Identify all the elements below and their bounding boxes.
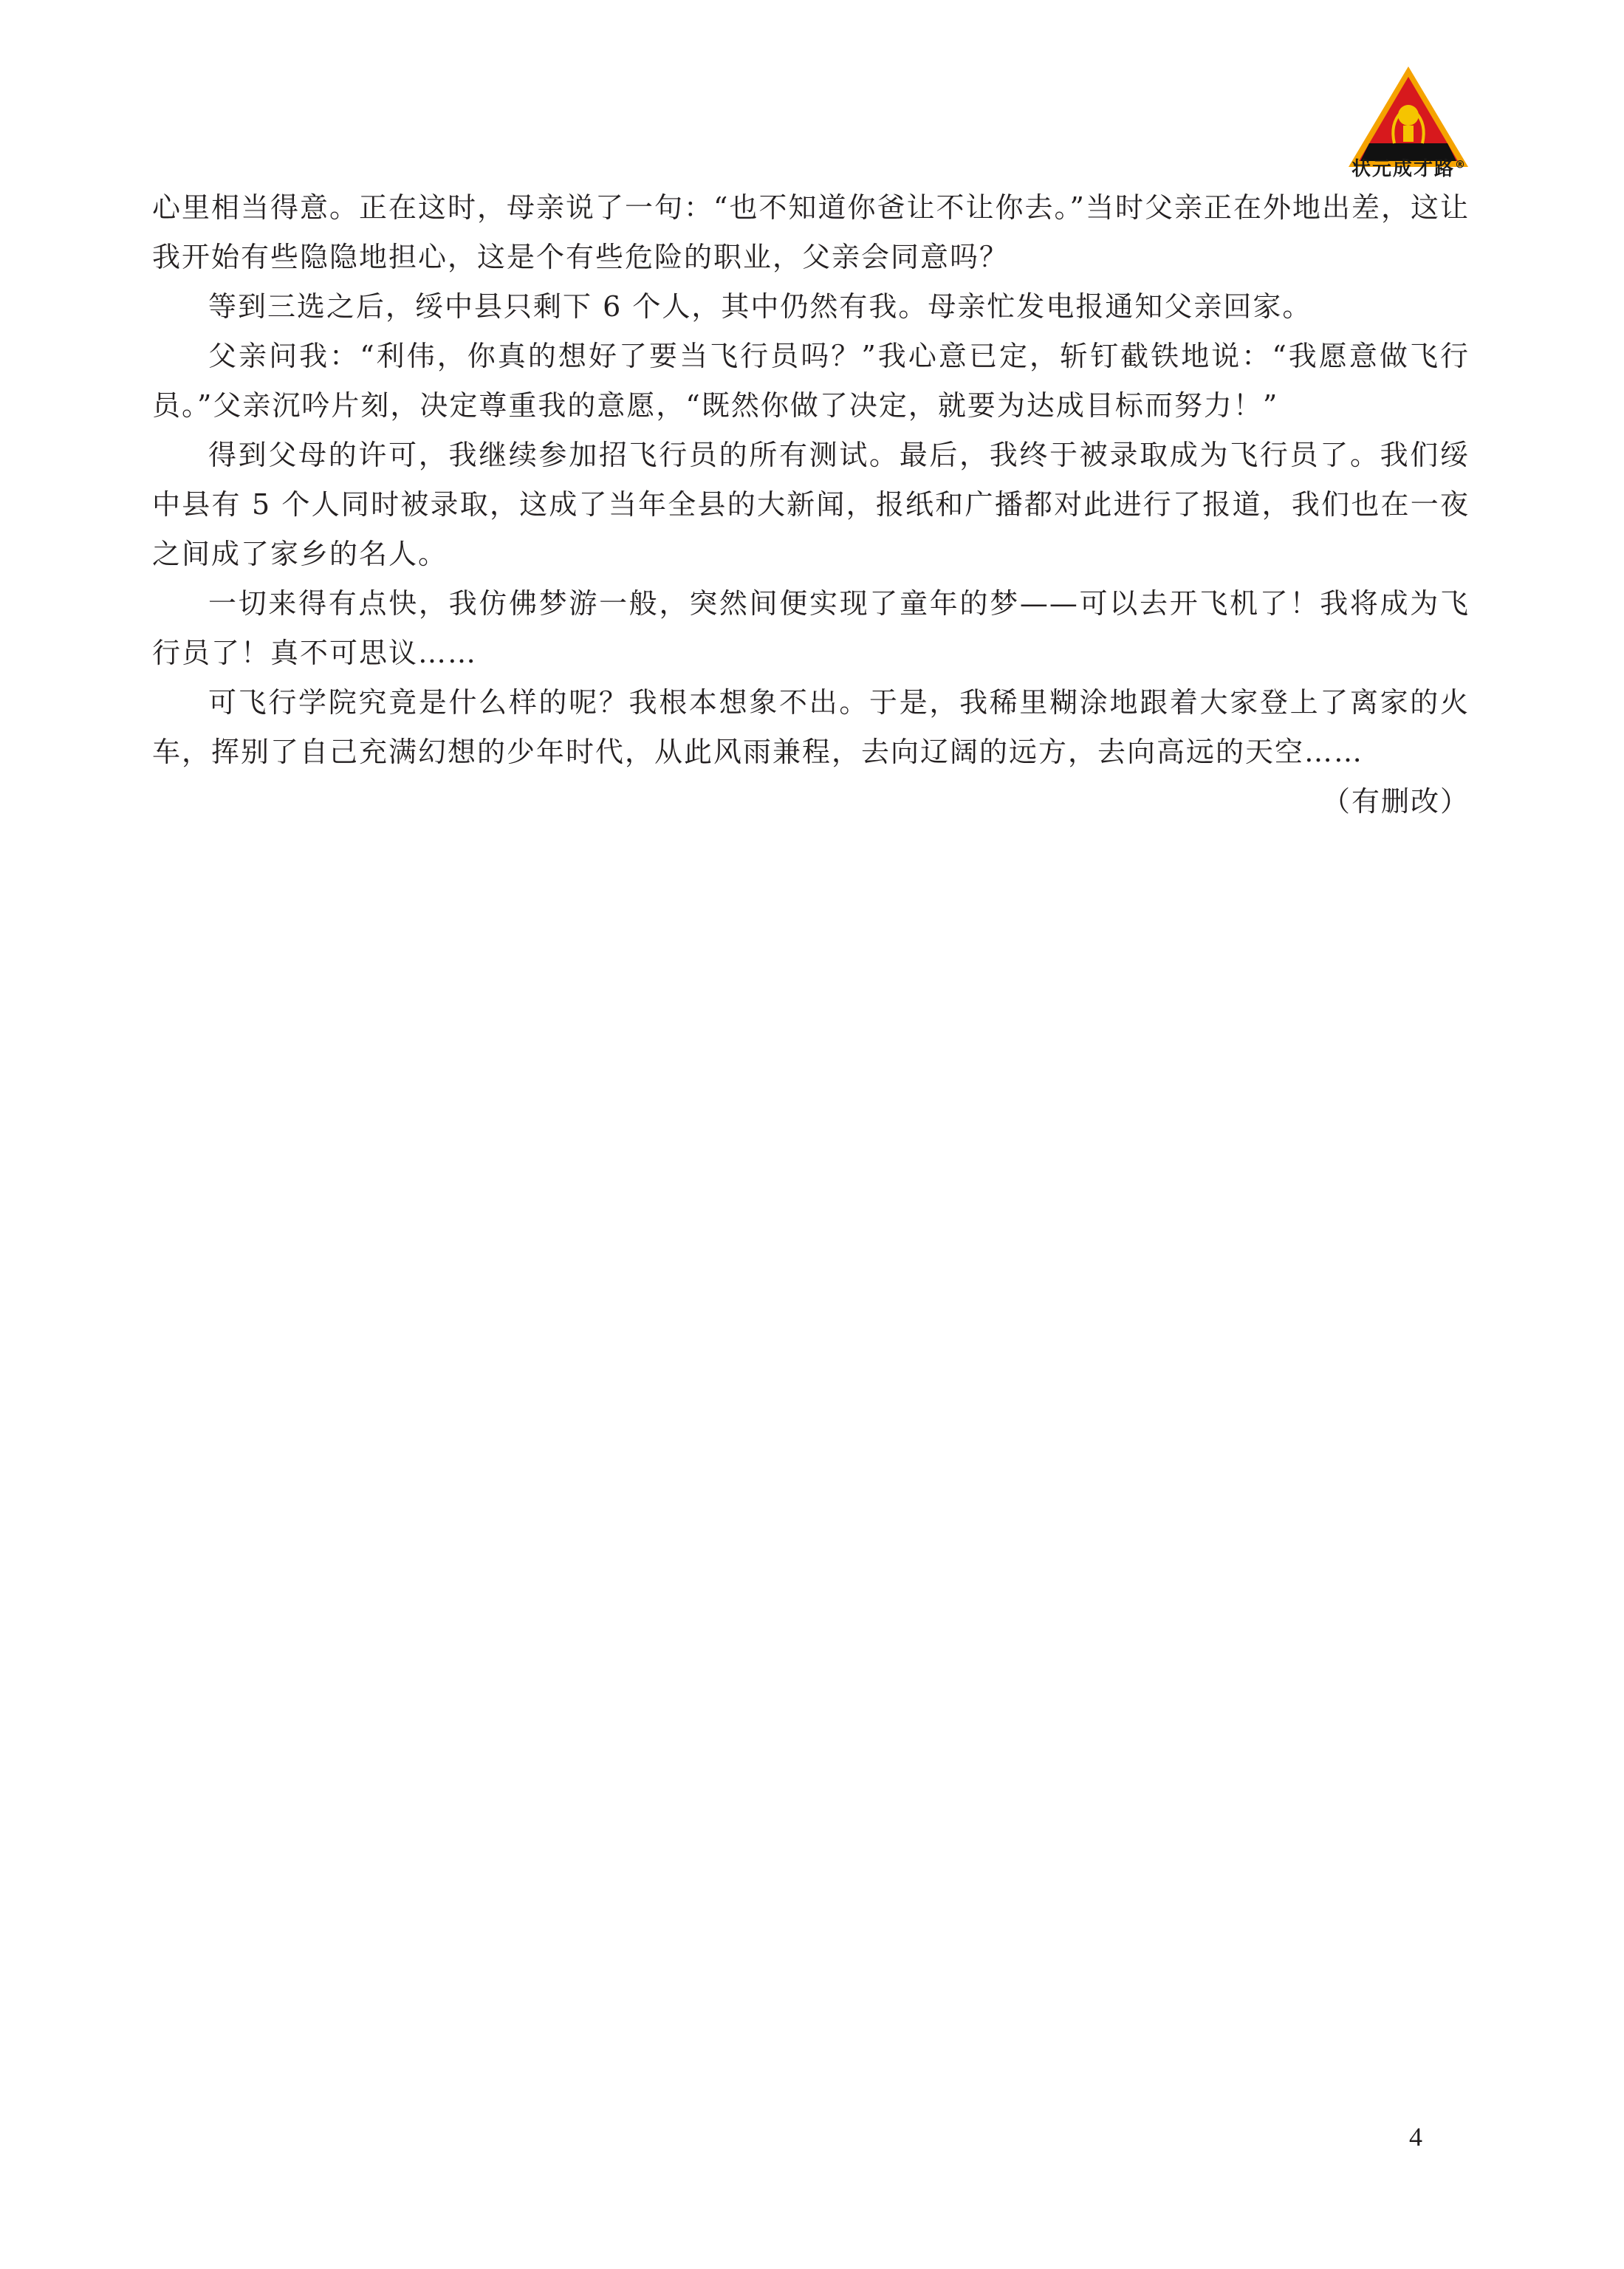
paragraph: 父亲问我：“利伟，你真的想好了要当飞行员吗？”我心意已定，斩钉截铁地说：“我愿意做飞行员。”父亲沉吟片刻，决定尊重我的意愿，“既然你做了决定，就要为达成目标而努力！”: [152, 340, 1470, 422]
logo-wordmark: [1343, 154, 1476, 181]
paragraph: 得到父母的许可，我继续参加招飞行员的所有测试。最后，我终于被录取成为飞行员了。我们绥中县有 5 个人同时被录取，这成了当年全县的大新闻，报纸和广播都对此进行了报道，我们也在一夜之间成了家乡的名人。: [152, 439, 1470, 570]
paragraph: 一切来得有点快，我仿佛梦游一般，突然间便实现了童年的梦——可以去开飞机了！我将成为飞行员了！真不可思议……: [152, 587, 1470, 669]
article-body: [152, 183, 1470, 827]
page-number: 4: [1409, 2122, 1422, 2152]
paragraph: 可飞行学院究竟是什么样的呢？我根本想象不出。于是，我稀里糊涂地跟着大家登上了离家的火车，挥别了自己充满幻想的少年时代，从此风雨兼程，去向辽阔的远方，去向高远的天空……: [152, 686, 1470, 768]
registered-mark: ®: [1455, 159, 1467, 171]
source-note: （有删改）: [1321, 785, 1470, 818]
logo-text: 状元成才路: [1351, 158, 1455, 180]
paragraph: 心里相当得意。正在这时，母亲说了一句：“也不知道你爸让不让你去。”当时父亲正在外地出差，这让我开始有些隐隐地担心，这是个有些危险的职业，父亲会同意吗？: [152, 191, 1470, 273]
paragraph: 等到三选之后，绥中县只剩下 6 个人，其中仍然有我。母亲忙发电报通知父亲回家。: [208, 290, 1312, 323]
